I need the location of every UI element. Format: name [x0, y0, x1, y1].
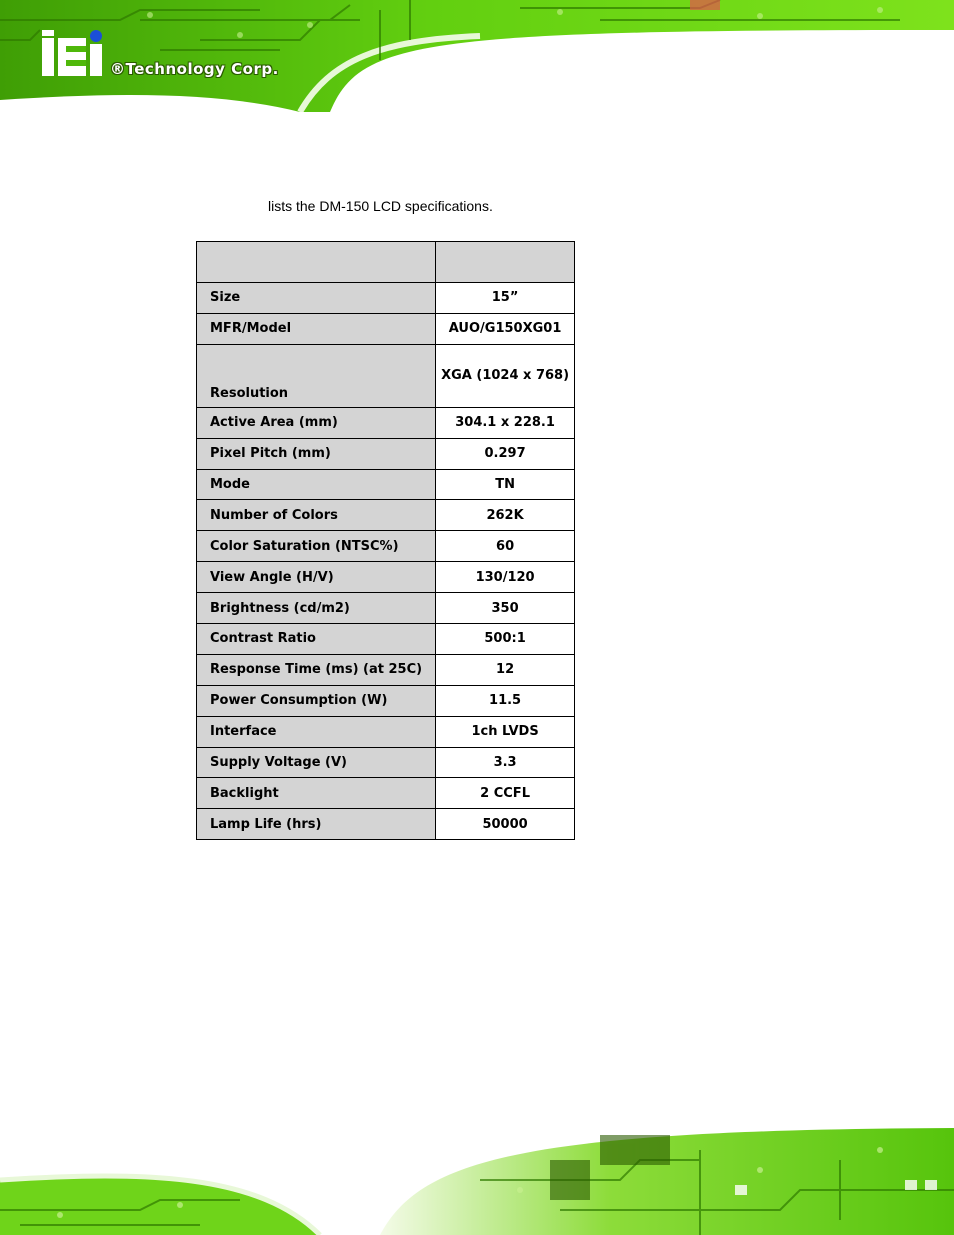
spec-label: Supply Voltage (V) [197, 747, 436, 778]
intro-text: lists the DM-150 LCD specifications. [268, 198, 493, 214]
spec-value: 304.1 x 228.1 [436, 407, 575, 438]
table-header-row [197, 242, 575, 283]
spec-value: 500:1 [436, 624, 575, 655]
table-row [197, 747, 575, 778]
spec-label: Contrast Ratio [197, 624, 436, 655]
table-row [197, 531, 575, 562]
table-header-cell [197, 242, 436, 283]
header-banner [0, 0, 954, 112]
spec-label: Active Area (mm) [197, 407, 436, 438]
spec-value: 15” [436, 283, 575, 314]
spec-value: 262K [436, 500, 575, 531]
spec-value: 3.3 [436, 747, 575, 778]
spec-label: View Angle (H/V) [197, 562, 436, 593]
spec-value: 350 [436, 593, 575, 624]
table-row [197, 438, 575, 469]
table-row [197, 500, 575, 531]
spec-value: 1ch LVDS [436, 716, 575, 747]
table-row [197, 469, 575, 500]
spec-label: Resolution [197, 344, 436, 407]
table-header-cell [436, 242, 575, 283]
table-row [197, 654, 575, 685]
table-row [197, 685, 575, 716]
table-row [197, 562, 575, 593]
spec-label: Mode [197, 469, 436, 500]
spec-label: Brightness (cd/m2) [197, 593, 436, 624]
table-row [197, 283, 575, 314]
spec-label: Pixel Pitch (mm) [197, 438, 436, 469]
company-name: ®Technology Corp. [110, 60, 279, 78]
table-row [197, 624, 575, 655]
table-row [197, 344, 575, 407]
spec-value: 12 [436, 654, 575, 685]
spec-value: 2 CCFL [436, 778, 575, 809]
table-row [197, 778, 575, 809]
spec-value: 11.5 [436, 685, 575, 716]
table-row [197, 593, 575, 624]
spec-label: Number of Colors [197, 500, 436, 531]
circuit-board-header-graphic [0, 0, 954, 112]
spec-label: Lamp Life (hrs) [197, 809, 436, 840]
spec-label: Response Time (ms) (at 25C) [197, 654, 436, 685]
spec-value: AUO/G150XG01 [436, 313, 575, 344]
spec-value: 130/120 [436, 562, 575, 593]
lcd-spec-table [196, 241, 575, 840]
spec-label: Power Consumption (W) [197, 685, 436, 716]
spec-label: Color Saturation (NTSC%) [197, 531, 436, 562]
spec-label: MFR/Model [197, 313, 436, 344]
iei-logo [40, 30, 110, 80]
table-row [197, 407, 575, 438]
table-row [197, 716, 575, 747]
spec-label: Interface [197, 716, 436, 747]
spec-label: Size [197, 283, 436, 314]
spec-value: TN [436, 469, 575, 500]
spec-value: 60 [436, 531, 575, 562]
spec-value: XGA (1024 x 768) [436, 344, 575, 407]
spec-label: Backlight [197, 778, 436, 809]
circuit-board-footer-graphic [0, 1120, 954, 1235]
table-row [197, 809, 575, 840]
spec-value: 50000 [436, 809, 575, 840]
footer-banner [0, 1120, 954, 1235]
spec-value: 0.297 [436, 438, 575, 469]
table-row [197, 313, 575, 344]
iei-logo-icon [40, 30, 110, 80]
